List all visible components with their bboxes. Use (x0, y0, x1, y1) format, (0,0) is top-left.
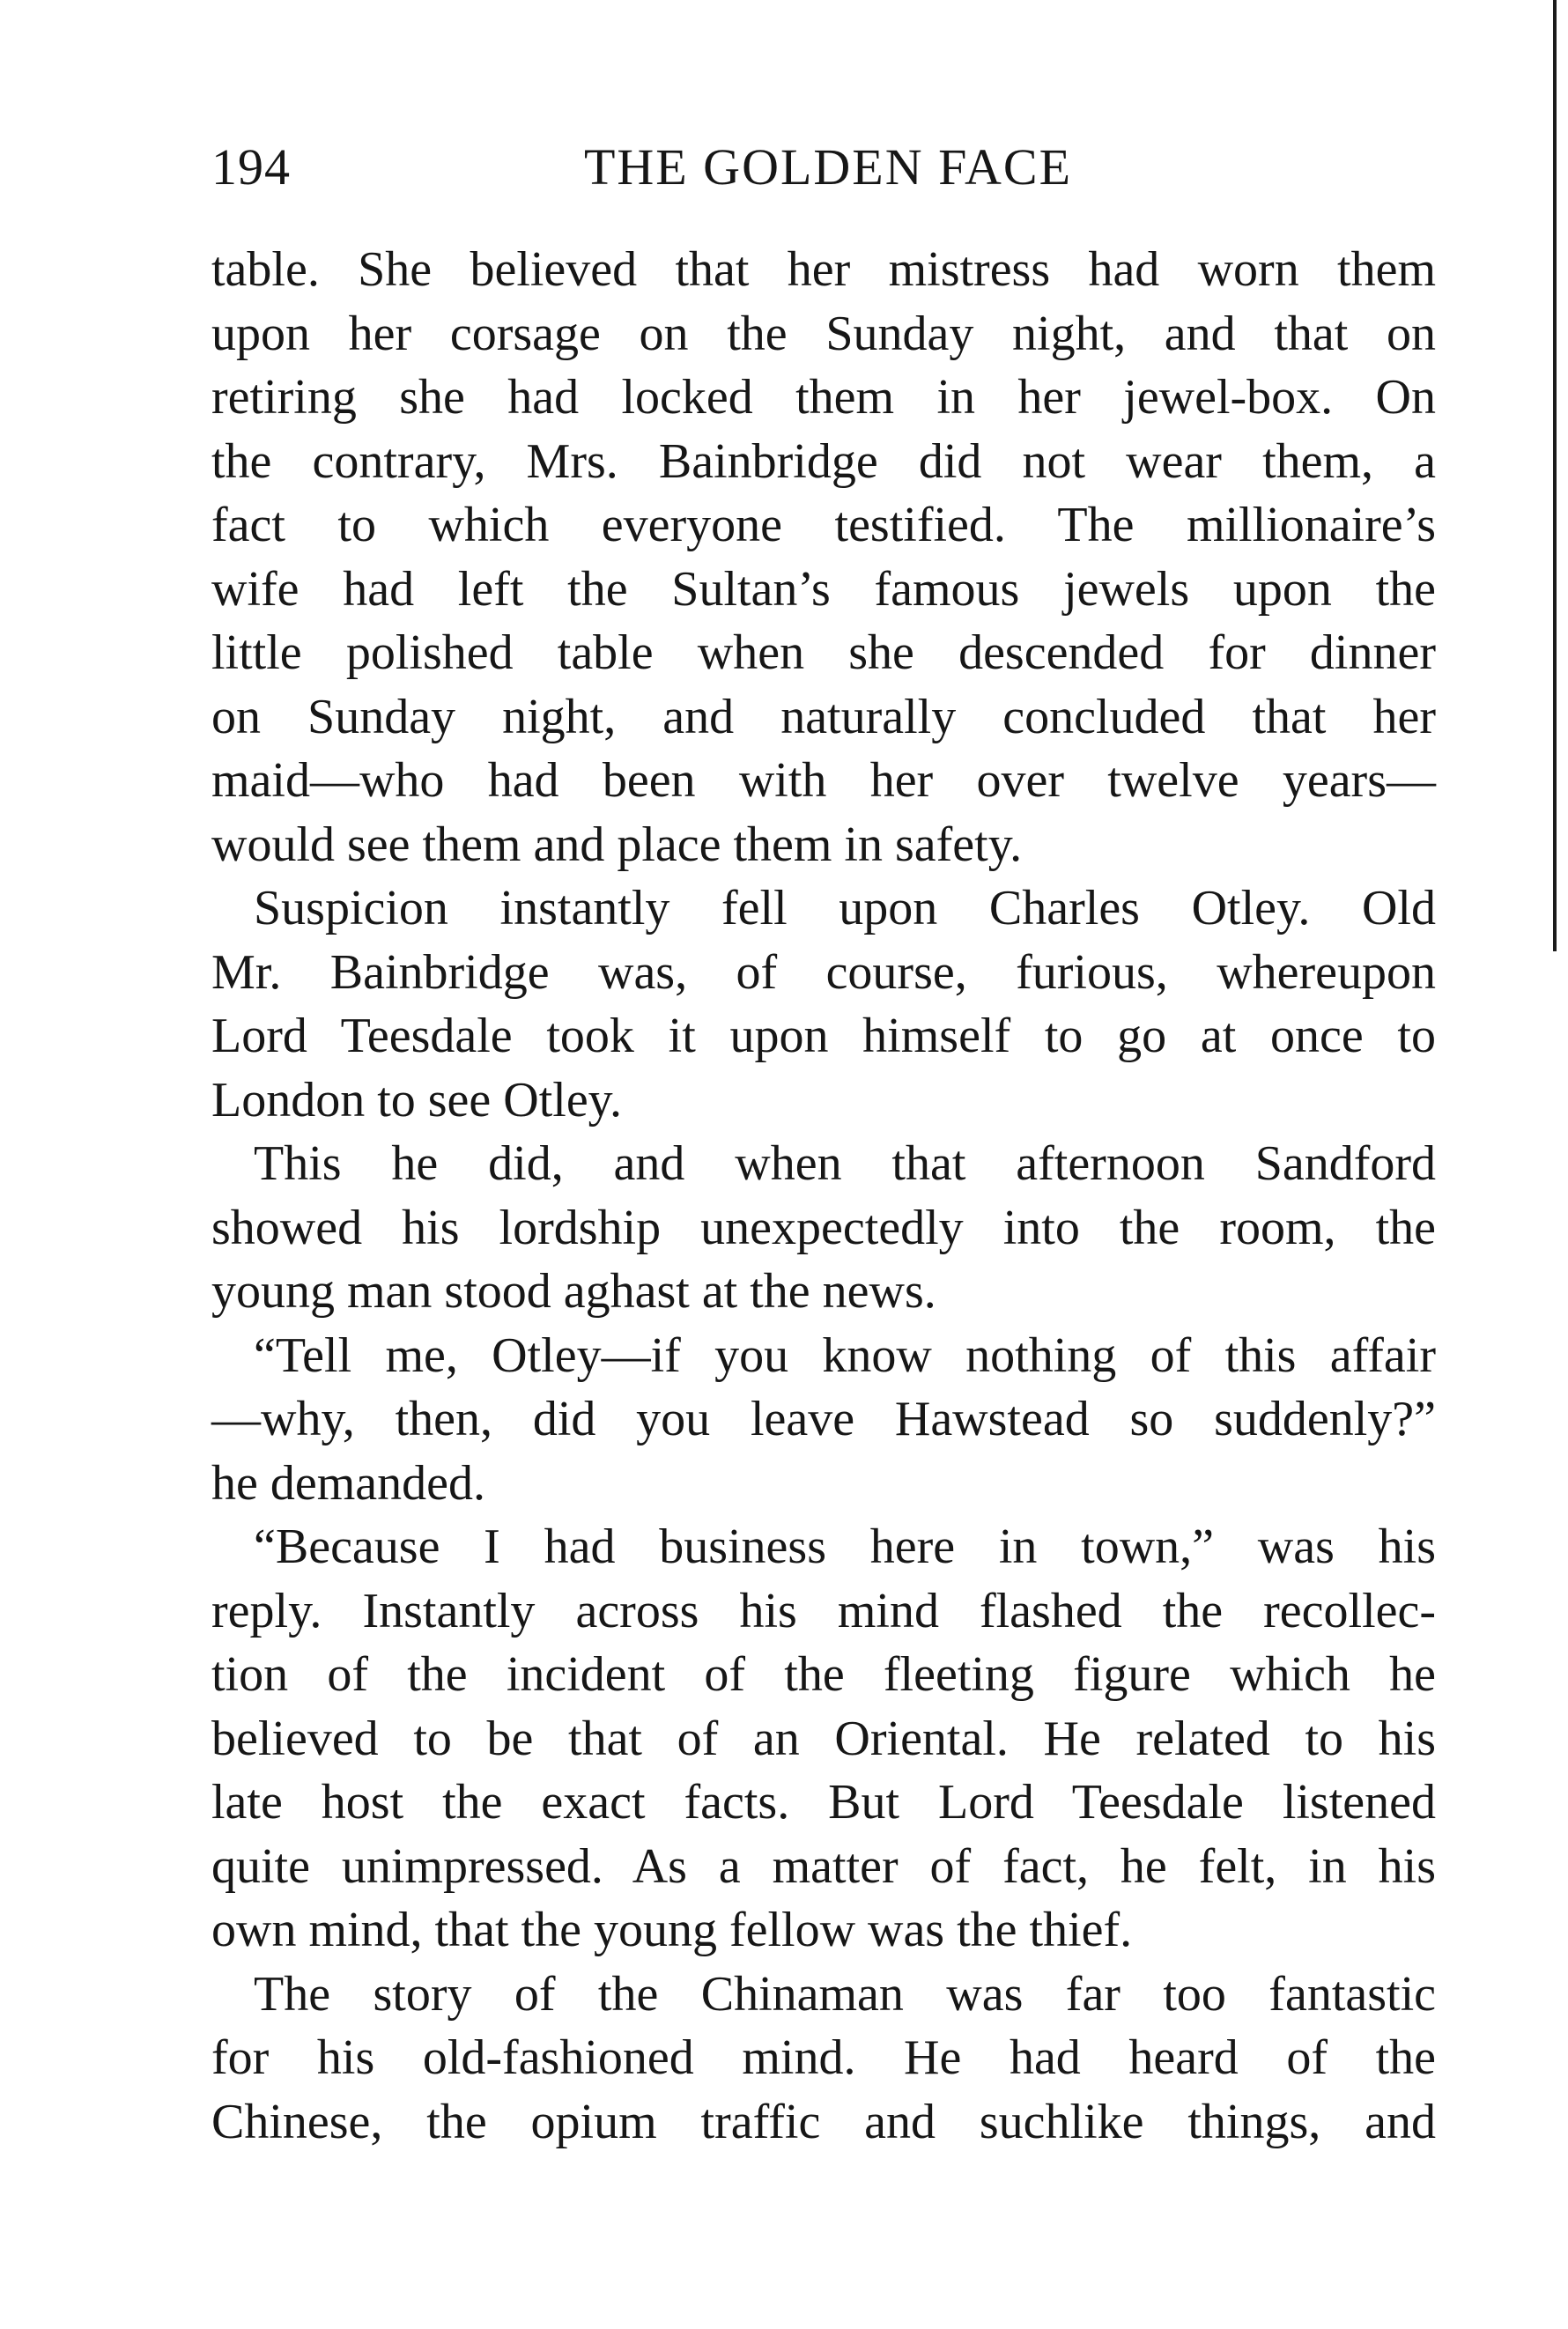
text-line: London to see Otley. (211, 1072, 623, 1128)
text-line: young man stood aghast at the news. (211, 1264, 936, 1319)
text-line: believed to be that of an Oriental. He related to his (211, 1711, 1436, 1766)
text-line: for his old-fashioned mind. He had heard of the (211, 2030, 1436, 2085)
text-line: tion of the incident of the fleeting figure which he (211, 1647, 1436, 1702)
text-line: the contrary, Mrs. Bainbridge did not wear them, a (211, 433, 1436, 489)
text-line: quite unimpressed. As a matter of fact, he felt, in his (211, 1838, 1436, 1894)
text-line: Chinese, the opium traffic and suchlike things, and (211, 2094, 1436, 2149)
text-line: maid—who had been with her over twelve years— (211, 753, 1436, 808)
text-line: “Tell me, Otley—if you know nothing of this affair (254, 1327, 1436, 1383)
running-title: THE GOLDEN FACE (583, 138, 1073, 196)
body-text (211, 238, 1436, 2154)
text-line: own mind, that the young fellow was the thief. (211, 1903, 1133, 1957)
text-line: Lord Teesdale took it upon himself to go at once to (211, 1009, 1436, 1063)
text-line: would see them and place them in safety. (211, 817, 1023, 872)
text-line: little polished table when she descended for dinner (211, 625, 1436, 680)
text-line: retiring she had locked them in her jewel-box. On (211, 370, 1436, 425)
text-line: The story of the Chinaman was far too fantastic (254, 1966, 1436, 2022)
text-line: wife had left the Sultan’s famous jewels upon the (211, 561, 1436, 617)
text-line: late host the exact facts. But Lord Teesdale listened (211, 1775, 1436, 1830)
text-line: Suspicion instantly fell upon Charles Otley. Old (254, 881, 1436, 935)
text-line: he demanded. (211, 1455, 485, 1511)
text-line: Mr. Bainbridge was, of course, furious, whereupon (211, 944, 1436, 1000)
text-line: upon her corsage on the Sunday night, and that on (211, 306, 1436, 361)
text-line: fact to which everyone testified. The millionaire’s (211, 498, 1436, 552)
text-line: This he did, and when that afternoon Sandford (254, 1136, 1436, 1191)
text-line: reply. Instantly across his mind flashed the recollec- (211, 1583, 1436, 1638)
page-number: 194 (211, 138, 291, 196)
text-line: table. She believed that her mistress had worn them (211, 242, 1436, 297)
text-line: “Because I had business here in town,” was his (254, 1519, 1436, 1574)
page-header (211, 132, 1436, 203)
text-line: —why, then, did you leave Hawstead so suddenly?” (211, 1392, 1436, 1446)
text-line: showed his lordship unexpectedly into the room, the (211, 1200, 1436, 1255)
page-edge-line (1553, 0, 1557, 951)
text-line: on Sunday night, and naturally concluded that her (211, 689, 1436, 744)
